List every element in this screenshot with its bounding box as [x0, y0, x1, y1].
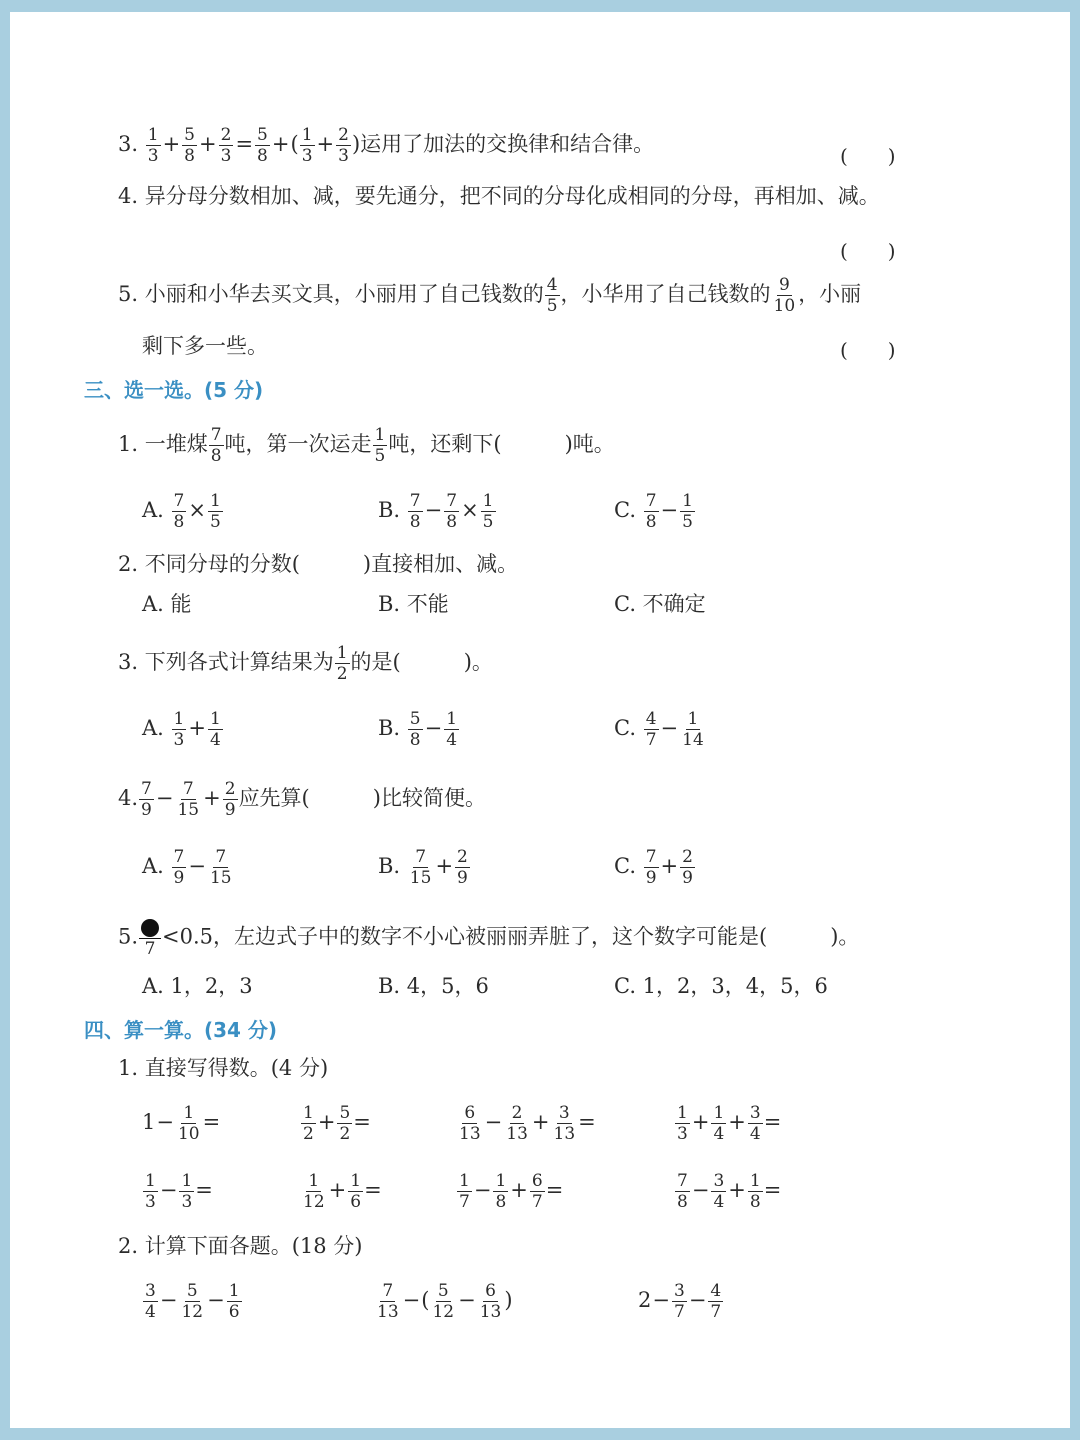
fraction: $\frac{5}{8}$: [184, 125, 195, 166]
fraction: $\frac{1}{5}$: [374, 425, 386, 466]
tf-question-5-line2: 剩下多一些。: [142, 334, 268, 358]
calc-item: $\frac{1}{7}$ − $\frac{1}{8}$ + $\frac{6}{7}$ =: [459, 1171, 564, 1212]
fraction: $\frac{4}{5}$: [546, 275, 558, 316]
sub-question-title: 2. 计算下面各题。(18 分): [118, 1234, 363, 1258]
option-a[interactable]: A. $\frac{7}{9}$ − $\frac{7}{15}$: [142, 847, 232, 888]
mc-question-1: 1. 一堆煤 $\frac{7}{8}$ 吨，第一次运走 $\frac{1}{5}$ 吨，还剩下( )吨。: [118, 425, 615, 466]
calc-item: $\frac{3}{4}$ − $\frac{5}{12}$ − $\frac{1}{6}$: [145, 1281, 240, 1322]
question-number: 3.: [118, 132, 139, 156]
option-b[interactable]: B. $\frac{7}{15}$ + $\frac{2}{9}$: [378, 847, 468, 888]
option-c[interactable]: C. 不确定: [614, 592, 706, 616]
tf-question-4: 4. 异分母分数相加、减，要先通分，把不同的分母化成相同的分母，再相加、减。: [118, 184, 880, 208]
fraction: $\frac{1}{3}$: [147, 125, 159, 166]
option-c[interactable]: C. $\frac{7}{8}$ − $\frac{1}{5}$: [614, 491, 693, 532]
tf-question-5: 5. 小丽和小华去买文具，小丽用了自己钱数的 $\frac{4}{5}$ ，小华用了自己钱数的 $\frac{9}{10}$ ，小丽: [118, 275, 862, 316]
section-title: 三、选一选。(5 分): [84, 378, 264, 402]
calc-item: 2− $\frac{3}{7}$ − $\frac{4}{7}$: [638, 1281, 722, 1322]
sub-question-title: 1. 直接写得数。(4 分): [118, 1056, 329, 1080]
calc-item: $\frac{1}{2}$ + $\frac{5}{2}$ =: [303, 1103, 371, 1144]
calc-item: 1− $\frac{1}{10}$ =: [142, 1103, 221, 1144]
fraction: $\frac{2}{3}$: [220, 125, 232, 166]
answer-paren[interactable]: ( ): [840, 239, 896, 263]
answer-paren[interactable]: ( ): [840, 338, 896, 362]
option-c[interactable]: C. 1，2，3，4，5，6: [614, 974, 828, 998]
worksheet-page: [10, 12, 1070, 1428]
option-a[interactable]: A. 1，2，3: [142, 974, 253, 998]
mc-question-3: 3. 下列各式计算结果为 $\frac{1}{2}$ 的是( )。: [118, 643, 493, 684]
smudged-fraction: 7: [139, 918, 161, 958]
calc-item: $\frac{7}{8}$ − $\frac{3}{4}$ + $\frac{1}{8}$ =: [677, 1171, 782, 1212]
option-c[interactable]: C. $\frac{4}{7}$ − $\frac{1}{14}$: [614, 709, 704, 750]
option-a[interactable]: A. $\frac{7}{8}$ × $\frac{1}{5}$: [142, 491, 221, 532]
mc-question-2: 2. 不同分母的分数( )直接相加、减。: [118, 552, 519, 576]
ink-blot-icon: [141, 919, 159, 937]
option-b[interactable]: B. 不能: [378, 592, 449, 616]
option-a[interactable]: A. 能: [142, 592, 192, 616]
option-b[interactable]: B. $\frac{7}{8}$ − $\frac{7}{8}$ × $\frac{1}{5}$: [378, 491, 494, 532]
fraction: $\frac{1}{3}$: [301, 125, 313, 166]
tf-question-3: 3. $\frac{1}{3}$ + $\frac{5}{8}$ + $\frac{2}{3}$ = $\frac{5}{8}$ +( $\frac{1}{3}$ + $\frac{2}{3}$ )运用了加法的交换律和结合律。: [118, 125, 655, 166]
calc-item: $\frac{1}{3}$ − $\frac{1}{3}$ =: [145, 1171, 213, 1212]
calc-item: $\frac{6}{13}$ − $\frac{2}{13}$ + $\frac{3}{13}$ =: [459, 1103, 596, 1144]
question-text: 运用了加法的交换律和结合律。: [360, 132, 655, 156]
option-b[interactable]: B. $\frac{5}{8}$ − $\frac{1}{4}$: [378, 709, 458, 750]
calc-item: $\frac{1}{3}$ + $\frac{1}{4}$ + $\frac{3}{4}$ =: [677, 1103, 782, 1144]
option-b[interactable]: B. 4，5，6: [378, 974, 489, 998]
fraction: $\frac{2}{3}$: [338, 125, 349, 166]
fraction: $\frac{7}{8}$: [210, 425, 222, 466]
option-a[interactable]: A. $\frac{1}{3}$ + $\frac{1}{4}$: [142, 709, 221, 750]
fraction: $\frac{9}{10}$: [773, 275, 796, 316]
calc-item: $\frac{7}{13}$ −( $\frac{5}{12}$ − $\frac{6}{13}$ ): [377, 1281, 513, 1322]
calc-item: $\frac{1}{12}$ + $\frac{1}{6}$ =: [303, 1171, 382, 1212]
answer-paren[interactable]: ( ): [840, 144, 896, 168]
option-c[interactable]: C. $\frac{7}{9}$ + $\frac{2}{9}$: [614, 847, 693, 888]
mc-question-4: 4. $\frac{7}{9}$ − $\frac{7}{15}$ + $\frac{2}{9}$ 应先算( )比较简便。: [118, 779, 486, 820]
section-title: 四、算一算。(34 分): [84, 1018, 278, 1042]
mc-question-5: 5. 7 <0.5，左边式子中的数字不小心被丽丽弄脏了，这个数字可能是( )。: [118, 918, 859, 958]
fraction: $\frac{5}{8}$: [257, 125, 268, 166]
